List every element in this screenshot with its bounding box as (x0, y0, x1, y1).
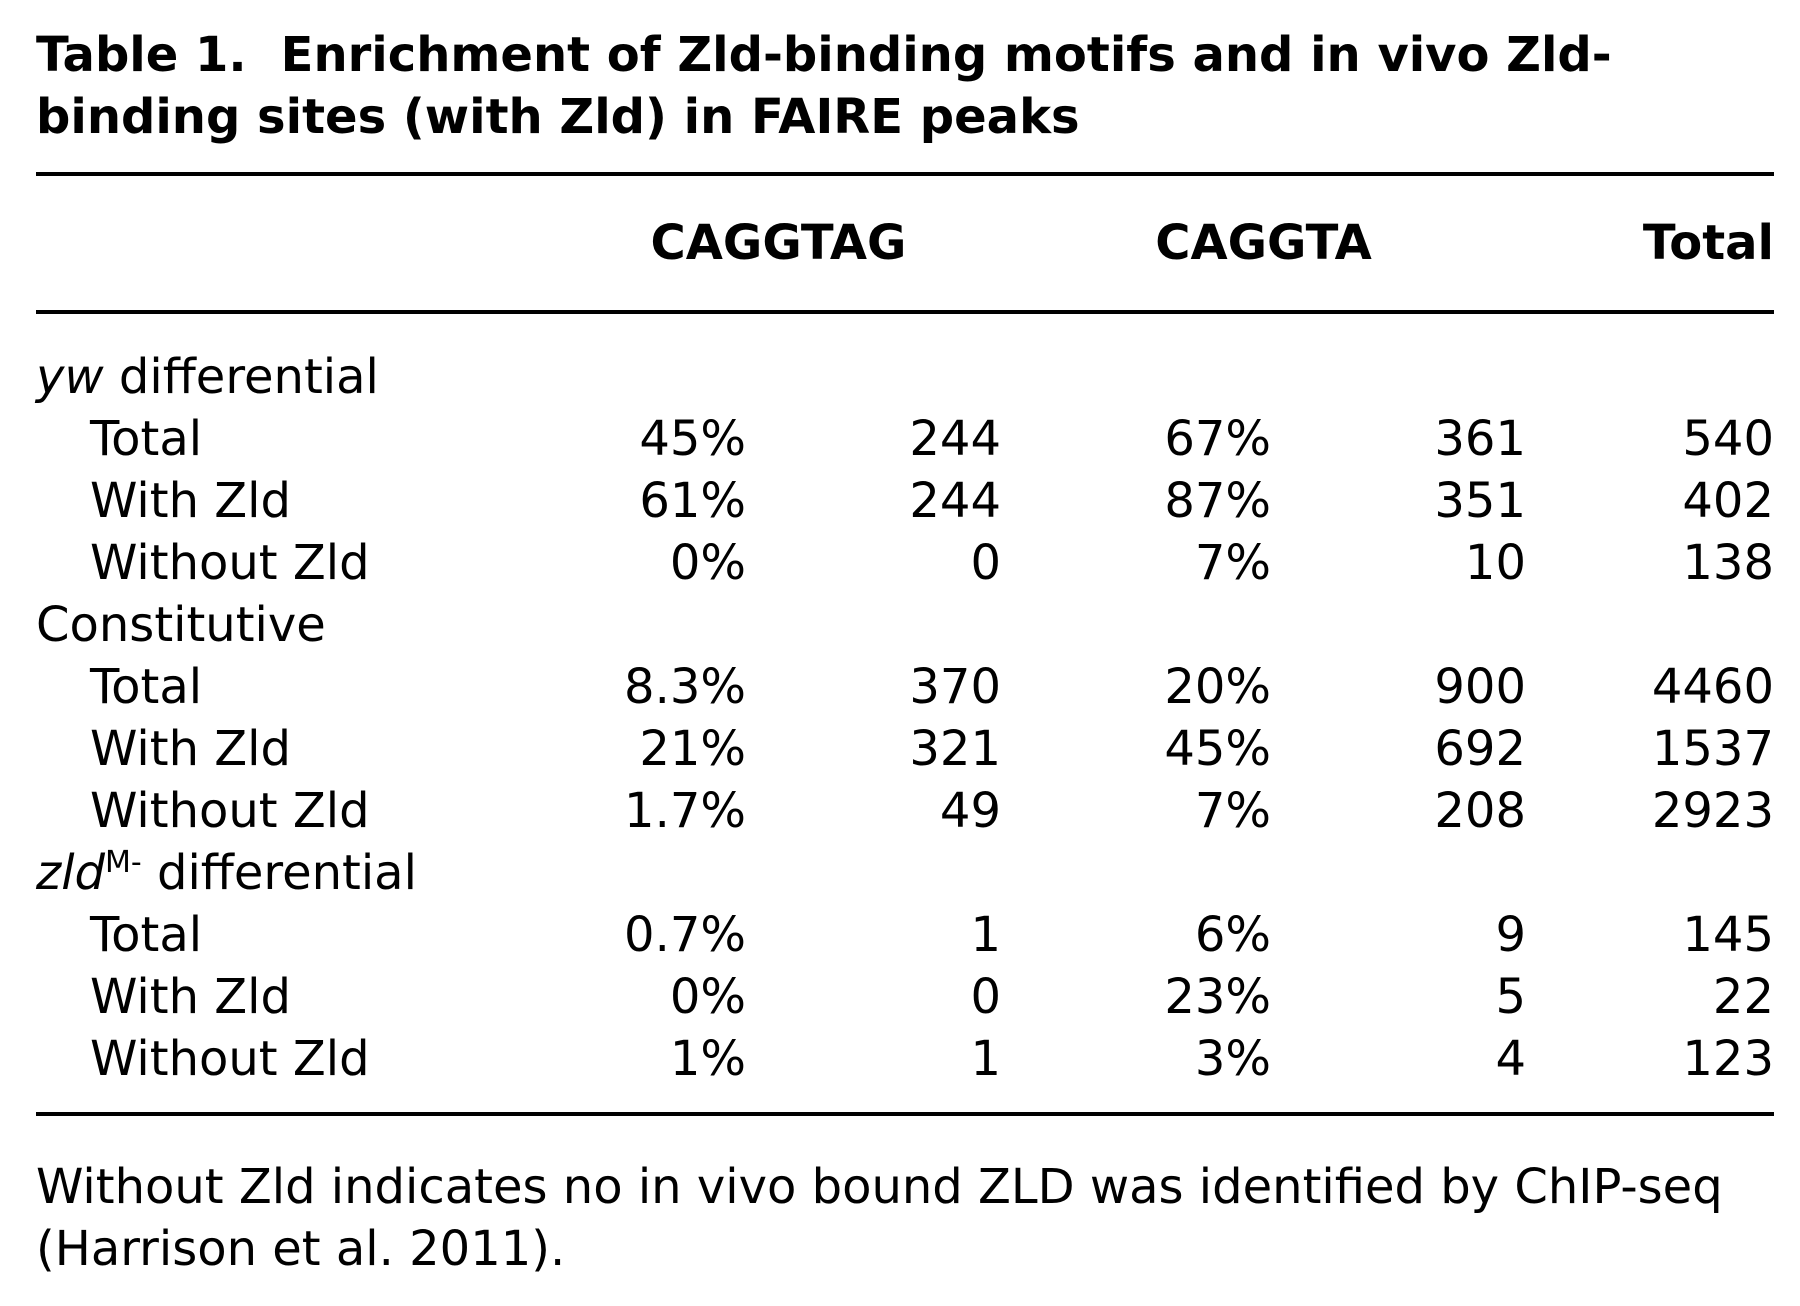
cell-motif1-count: 244 (909, 473, 1001, 529)
header-blank (36, 176, 556, 312)
row-label: Without Zld (90, 535, 370, 591)
table-header (36, 176, 1774, 312)
group-label-text: differential (141, 845, 417, 901)
cell-motif2-percent: 7% (1194, 535, 1271, 591)
table-row (36, 904, 1774, 966)
cell-motif1-count: 244 (909, 411, 1001, 467)
cell-total: 22 (1712, 969, 1774, 1025)
cell-total: 2923 (1651, 783, 1774, 839)
cell-motif1-count: 1 (970, 1031, 1001, 1087)
cell-motif1-count: 321 (909, 721, 1001, 777)
cell-total: 1537 (1651, 721, 1774, 777)
cell-motif2-count: 692 (1434, 721, 1526, 777)
cell-motif2-percent: 87% (1164, 473, 1271, 529)
group-label (36, 312, 1774, 408)
table-footnote: Without Zld indicates no in vivo bound ZLD was identified by ChIP-seq (Harrison et al. 2011). (36, 1159, 1723, 1277)
cell-motif1-percent: 1.7% (624, 783, 746, 839)
cell-motif2-percent: 20% (1164, 659, 1271, 715)
group-label-superscript: M- (105, 845, 142, 880)
group-label (36, 842, 1774, 904)
table-row (36, 532, 1774, 594)
cell-total: 123 (1682, 1031, 1774, 1087)
table-label: Table 1. (36, 27, 247, 83)
group-label (36, 594, 1774, 656)
cell-motif1-percent: 0% (669, 969, 746, 1025)
cell-total: 138 (1682, 535, 1774, 591)
group-row (36, 594, 1774, 656)
table-row (36, 780, 1774, 842)
group-label-italic: zld (36, 845, 105, 901)
group-row (36, 842, 1774, 904)
row-label: With Zld (90, 969, 291, 1025)
row-label: Total (90, 907, 203, 963)
cell-motif1-percent: 8.3% (624, 659, 746, 715)
table-body (36, 312, 1774, 1112)
table-caption (36, 24, 1774, 148)
cell-motif2-count: 900 (1434, 659, 1526, 715)
row-label: Without Zld (90, 783, 370, 839)
header-motif2: CAGGTA (1155, 215, 1372, 271)
cell-motif1-percent: 1% (669, 1031, 746, 1087)
table-row (36, 966, 1774, 1028)
cell-total: 145 (1682, 907, 1774, 963)
cell-motif1-count: 1 (970, 907, 1001, 963)
cell-motif2-count: 208 (1434, 783, 1526, 839)
group-label-text: differential (103, 349, 379, 405)
cell-motif2-percent: 7% (1194, 783, 1271, 839)
cell-motif2-percent: 3% (1194, 1031, 1271, 1087)
cell-motif1-percent: 61% (639, 473, 746, 529)
cell-motif1-percent: 45% (639, 411, 746, 467)
cell-total: 4460 (1651, 659, 1774, 715)
cell-motif2-percent: 67% (1164, 411, 1271, 467)
row-label: Total (90, 411, 203, 467)
table-row (36, 408, 1774, 470)
group-label-text: Constitutive (36, 597, 326, 653)
cell-motif2-count: 5 (1495, 969, 1526, 1025)
row-label: Without Zld (90, 1031, 370, 1087)
cell-motif1-percent: 0% (669, 535, 746, 591)
table-row (36, 470, 1774, 532)
bottom-rule (36, 1112, 1774, 1116)
cell-motif1-count: 0 (970, 969, 1001, 1025)
cell-motif2-count: 4 (1495, 1031, 1526, 1087)
header-total: Total (1642, 215, 1774, 271)
table-row (36, 1028, 1774, 1112)
cell-total: 402 (1682, 473, 1774, 529)
cell-motif2-count: 361 (1434, 411, 1526, 467)
cell-total: 540 (1682, 411, 1774, 467)
cell-motif1-count: 49 (939, 783, 1001, 839)
table-row (36, 718, 1774, 780)
row-label: With Zld (90, 473, 291, 529)
table-figure (36, 24, 1774, 1280)
table-row (36, 656, 1774, 718)
cell-motif2-percent: 45% (1164, 721, 1271, 777)
data-table (36, 176, 1774, 1112)
cell-motif1-percent: 21% (639, 721, 746, 777)
group-label-italic: yw (36, 349, 104, 405)
header-motif1: CAGGTAG (650, 215, 907, 271)
row-label: With Zld (90, 721, 291, 777)
group-row (36, 312, 1774, 408)
row-label: Total (90, 659, 203, 715)
cell-motif2-percent: 6% (1194, 907, 1271, 963)
cell-motif2-percent: 23% (1164, 969, 1271, 1025)
table-title: Enrichment of Zld-binding motifs and in vivo Zld-binding sites (with Zld) in FAIRE peaks (36, 27, 1612, 145)
cell-motif1-count: 0 (970, 535, 1001, 591)
cell-motif2-count: 10 (1464, 535, 1526, 591)
cell-motif2-count: 9 (1495, 907, 1526, 963)
cell-motif2-count: 351 (1434, 473, 1526, 529)
cell-motif1-count: 370 (909, 659, 1001, 715)
cell-motif1-percent: 0.7% (624, 907, 746, 963)
